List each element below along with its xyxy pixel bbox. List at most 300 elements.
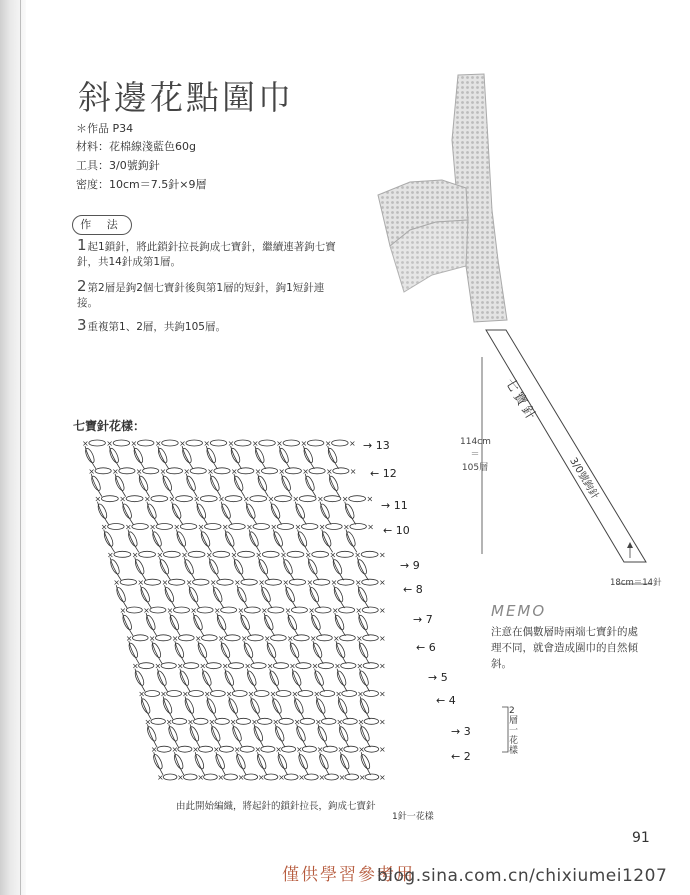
stitch-picot <box>146 503 158 520</box>
stitch-picot <box>162 698 174 715</box>
stitch-loop <box>232 691 247 697</box>
arrow-right-icon: → <box>381 499 394 512</box>
stitch-cross: × <box>171 633 179 643</box>
stitch-picot <box>133 670 145 687</box>
stitch-picot <box>318 753 330 770</box>
stitch-cross: × <box>257 773 265 782</box>
stitch-cross: × <box>254 466 262 476</box>
stitch-picot <box>156 670 168 687</box>
stitch-chain <box>165 585 176 608</box>
stitch-cross: × <box>293 717 301 727</box>
stitch-loop <box>166 468 182 474</box>
stitch-cross: × <box>208 717 216 727</box>
stitch-picot <box>336 670 348 687</box>
stitch-chain <box>261 585 272 608</box>
stitch-picot <box>114 475 126 492</box>
stitch-loop <box>300 718 314 724</box>
stitch-picot <box>223 670 235 687</box>
stitch-cross: × <box>329 550 337 560</box>
stitch-picot <box>302 447 314 464</box>
stitch-chain <box>221 502 232 525</box>
stitch-loop <box>284 774 298 780</box>
stitch-cross: × <box>247 689 255 699</box>
stitch-cross: × <box>276 439 283 448</box>
schematic-stitch-label: 七寶針 <box>501 376 540 425</box>
stitch-cross: × <box>94 494 102 504</box>
stitch-cross: × <box>317 494 324 504</box>
row-number <box>400 559 420 572</box>
stitch-picot <box>333 586 345 603</box>
pattern-label: 七寶針花樣： <box>73 419 146 433</box>
stitch-cross: × <box>358 773 366 782</box>
stitch-loop <box>108 524 124 530</box>
stitch-loop <box>318 663 333 669</box>
stitch-loop <box>151 718 165 724</box>
stitch-chain <box>308 557 319 580</box>
stitch-chain <box>116 585 127 608</box>
stitch-loop <box>323 746 337 752</box>
stitch-picot <box>274 726 286 743</box>
stitch-chain <box>258 557 269 580</box>
stitch-picot <box>316 726 328 743</box>
stitch-loop <box>228 663 243 669</box>
stitch-loop <box>294 635 310 641</box>
stitch-chain <box>246 502 257 525</box>
stitch-picot <box>127 642 139 659</box>
stitch-picot <box>219 642 231 659</box>
row-number <box>451 725 471 738</box>
row-number-label: 5 <box>440 671 448 684</box>
stitch-loop <box>145 691 160 697</box>
stitch-loop <box>261 468 277 474</box>
stitch-loop <box>173 607 189 613</box>
stitch-picot <box>254 447 266 464</box>
stitch-cross: × <box>298 773 305 782</box>
stitch-picot <box>242 642 254 659</box>
stitch-picot <box>193 753 205 770</box>
stitch-loop <box>167 691 182 697</box>
stitch-cross: × <box>334 661 341 671</box>
stitch-picot <box>152 753 164 770</box>
stitch-picot <box>256 475 268 492</box>
stitch-loop <box>238 468 254 474</box>
stitch-loop <box>184 663 199 669</box>
stitch-picot <box>233 559 245 576</box>
stitch-cross: × <box>336 717 344 727</box>
stitch-loop <box>282 746 296 752</box>
stitch-loop <box>132 635 148 641</box>
stitch-loop <box>291 607 307 613</box>
stitch-picot <box>358 670 370 687</box>
stitch-picot <box>145 614 157 631</box>
stitch-picot <box>175 531 187 548</box>
stitch-cross: × <box>183 466 191 476</box>
stitch-chain <box>176 530 187 553</box>
stitch-picot <box>151 531 163 548</box>
stitch-cross: × <box>82 439 89 448</box>
stitch-picot <box>233 475 245 492</box>
row-number-label: 2 <box>463 750 471 763</box>
stitch-picot <box>108 447 120 464</box>
stitch-picot <box>338 726 350 743</box>
stitch-cross: × <box>156 550 164 560</box>
stitch-loop <box>213 551 230 557</box>
stitch-cross: × <box>272 717 280 727</box>
stitch-cross: × <box>179 439 186 448</box>
stitch-loop <box>229 524 245 530</box>
stitch-chain <box>182 446 193 469</box>
stitch-loop <box>139 663 154 669</box>
stitch-loop <box>248 635 264 641</box>
stitch-cross: × <box>213 745 220 755</box>
step-2 <box>77 279 337 311</box>
stitch-picot <box>173 753 185 770</box>
stitch-loop <box>339 607 355 613</box>
stitch-cross: × <box>171 745 179 755</box>
stitch-loop <box>210 440 227 446</box>
stitch-loop <box>312 551 329 557</box>
stitch-picot <box>236 586 248 603</box>
stitch-cross: × <box>242 494 250 504</box>
stitch-loop <box>113 440 130 446</box>
stitch-loop <box>254 691 269 697</box>
stitch-chain <box>357 557 368 580</box>
stitch-cross: × <box>112 466 119 476</box>
stitch-loop <box>194 718 208 724</box>
stitch-loop <box>119 468 135 474</box>
stitch-loop <box>163 774 177 780</box>
stitch-loop <box>268 607 284 613</box>
stitch-picot <box>246 670 258 687</box>
stitch-picot <box>183 559 195 576</box>
stitch-cross: × <box>132 661 139 671</box>
stitch-loop <box>143 468 159 474</box>
stitch-cross: × <box>229 717 237 727</box>
stitch-loop <box>241 579 257 585</box>
stitch-picot <box>157 447 169 464</box>
start-note: 由此開始編織，將起針的鎖針拉長，鉤成七寶針 <box>176 801 376 812</box>
stitch-picot <box>293 698 305 715</box>
stitch-loop <box>364 691 379 697</box>
stitch-loop <box>162 440 179 446</box>
stitch-picot <box>331 559 343 576</box>
stitch-picot <box>276 753 288 770</box>
stitch-loop <box>163 551 180 557</box>
stitch-loop <box>302 746 316 752</box>
step-1 <box>77 238 337 270</box>
stitch-loop <box>362 607 378 613</box>
stitch-picot <box>205 447 217 464</box>
stitch-cross: × <box>230 466 238 476</box>
stitch-loop <box>364 718 378 724</box>
step-number: 2 <box>77 277 87 295</box>
direction-arrow-icon <box>627 542 633 548</box>
stitch-cross: × <box>292 494 300 504</box>
stitch-chain <box>322 530 333 553</box>
book-spine-line <box>20 0 21 895</box>
stitch-cross: × <box>315 717 322 727</box>
stitch-cross: × <box>266 661 274 671</box>
stitch-loop <box>144 579 160 585</box>
stitch-loop <box>139 551 156 557</box>
stitch-loop <box>101 496 118 502</box>
stitch-picot <box>216 614 228 631</box>
stitch-cross: × <box>255 550 263 560</box>
stitch-picot <box>121 503 133 520</box>
stitch-loop <box>261 746 275 752</box>
stitch-loop <box>236 718 250 724</box>
stitch-loop <box>224 774 238 780</box>
stitch-loop <box>365 774 379 780</box>
stitch-loop <box>258 718 272 724</box>
stitch-chain <box>358 585 369 608</box>
stitch-cross: × <box>130 439 138 448</box>
step-text: 第2層是鉤2個七寶針後與第1層的短針，鉤1短針連接。 <box>77 282 325 309</box>
stitch-loop <box>277 524 293 530</box>
stitch-picot <box>138 475 150 492</box>
stitch-loop <box>178 746 192 752</box>
stitch-cross: × <box>144 717 152 727</box>
stitch-cross: × <box>379 606 386 615</box>
stitch-loop <box>221 607 237 613</box>
arrow-right-icon: → <box>428 671 441 684</box>
stitch-cross: × <box>309 633 317 643</box>
step-number: 1 <box>77 236 87 254</box>
stitch-cross: × <box>316 745 324 755</box>
stitch-chain <box>285 585 296 608</box>
stitch-loop <box>120 579 136 585</box>
stitch-loop <box>343 718 357 724</box>
stitch-loop <box>190 468 206 474</box>
stitch-loop <box>338 579 354 585</box>
row-number-label: 7 <box>425 613 433 626</box>
stitch-cross: × <box>225 689 233 699</box>
stitch-cross: × <box>221 661 229 671</box>
stitch-chain <box>345 502 356 525</box>
step-text: 起1鎖針，將此鎖針拉長鉤成七寶針，繼續連著鉤七寶針，共14針成第1層。 <box>77 241 336 268</box>
stitch-loop <box>199 746 213 752</box>
stitch-picot <box>168 614 180 631</box>
stitch-picot <box>319 503 331 520</box>
stitch-cross: × <box>157 773 164 782</box>
stitch-picot <box>96 503 108 520</box>
stitch-loop <box>172 718 186 724</box>
stitch-cross: × <box>251 717 258 727</box>
stitch-cross: × <box>182 689 189 699</box>
stitch-picot <box>188 586 200 603</box>
stitch-picot <box>289 642 301 659</box>
row-number-label: 8 <box>415 583 423 596</box>
stitch-loop <box>320 691 335 697</box>
stitch-loop <box>176 496 193 502</box>
stitch-picot <box>315 698 327 715</box>
stitch-loop <box>326 524 342 530</box>
stitch-picot <box>359 753 371 770</box>
stitch-loop <box>289 579 305 585</box>
stitch-chain <box>234 557 245 580</box>
stitch-loop <box>349 496 366 502</box>
scarf-schematic <box>476 322 656 587</box>
stitch-chain <box>346 530 357 553</box>
stitch-picot <box>321 531 333 548</box>
stitch-cross: × <box>217 773 225 782</box>
stitch-cross: × <box>302 466 309 476</box>
stitch-picot <box>357 586 369 603</box>
stitch-cross: × <box>131 550 139 560</box>
length-rows: 105層 <box>461 463 489 473</box>
stitch-picot <box>121 614 133 631</box>
stitch-picot <box>201 670 213 687</box>
stitch-cross: × <box>367 522 374 532</box>
stitch-loop <box>301 524 317 530</box>
stitch-picot <box>345 531 357 548</box>
stitch-cross: × <box>341 494 349 504</box>
stitch-cross: × <box>324 439 332 448</box>
stitch-chain <box>172 502 183 525</box>
arrow-right-icon: → <box>363 439 376 452</box>
stitch-cross: × <box>160 689 167 699</box>
stitch-loop <box>321 718 335 724</box>
stitch-cross: × <box>251 439 259 448</box>
stitch-cross: × <box>357 717 365 727</box>
stitch-picot <box>327 447 339 464</box>
stitch-loop <box>180 524 196 530</box>
stitch-picot <box>140 698 152 715</box>
stitch-chain <box>147 502 158 525</box>
step-text: 重複第1、2層，共鉤105層。 <box>87 321 226 333</box>
stitch-picot <box>146 726 158 743</box>
stitch-loop <box>345 774 359 780</box>
row-number-label: 10 <box>395 524 410 537</box>
stitch-cross: × <box>143 606 150 615</box>
stitch-cross: × <box>207 466 214 476</box>
stitch-loop <box>210 691 225 697</box>
repeat-label: 1針一花樣 <box>392 812 434 822</box>
stitch-loop <box>285 468 301 474</box>
stitch-chain <box>225 530 236 553</box>
stitch-cross: × <box>106 439 113 448</box>
stitch-chain <box>320 502 331 525</box>
stitch-chain <box>298 530 309 553</box>
stitch-cross: × <box>270 522 278 532</box>
stitch-chain <box>283 557 294 580</box>
stitch-loop <box>363 663 378 669</box>
stitch-picot <box>271 698 283 715</box>
memo-title: MEMO <box>491 602 547 620</box>
length-cm: 114cm <box>460 437 491 447</box>
arrow-right-icon: → <box>400 559 413 572</box>
stitch-picot <box>356 559 368 576</box>
stitch-picot <box>192 614 204 631</box>
stitch-chain <box>134 446 145 469</box>
stitch-picot <box>139 586 151 603</box>
stitch-picot <box>334 614 346 631</box>
stitch-cross: × <box>338 773 346 782</box>
stitch-loop <box>89 440 106 446</box>
stitch-cross: × <box>286 633 294 643</box>
stitch-cross: × <box>263 633 271 643</box>
stitch-loop <box>309 468 325 474</box>
stitch-cross: × <box>205 550 213 560</box>
stitch-loop <box>350 524 366 530</box>
stitch-loop <box>178 635 194 641</box>
stitch-cross: × <box>185 578 193 588</box>
stitch-picot <box>270 503 282 520</box>
arrow-left-icon: ← <box>403 583 416 596</box>
stitch-picot <box>291 670 303 687</box>
stitch-cross: × <box>325 466 333 476</box>
stitch-picot <box>210 726 222 743</box>
stitch-picot <box>212 586 224 603</box>
stitch-picot <box>296 531 308 548</box>
stitch-cross: × <box>203 439 211 448</box>
stitch-cross: × <box>358 745 365 755</box>
stitch-loop <box>307 440 324 446</box>
stitch-cross: × <box>124 522 132 532</box>
stitch-loop <box>325 774 339 780</box>
row-number-label: 6 <box>428 641 436 654</box>
book-spine-shadow <box>0 0 26 895</box>
row-number-label: 12 <box>382 467 397 480</box>
stitch-cross: × <box>379 717 386 727</box>
stitch-picot <box>150 642 162 659</box>
stitch-loop <box>156 524 172 530</box>
stitch-chain <box>201 530 212 553</box>
length-dimension <box>460 436 490 475</box>
arrow-left-icon: ← <box>436 694 449 707</box>
stitch-picot <box>256 753 268 770</box>
stitch-cross: × <box>306 578 314 588</box>
stitch-loop <box>200 496 217 502</box>
stitch-chain <box>85 446 96 469</box>
stitch-cross: × <box>300 439 308 448</box>
arrow-left-icon: ← <box>416 641 429 654</box>
stitch-loop <box>244 607 260 613</box>
stitch-loop <box>161 663 176 669</box>
stitch-cross: × <box>282 578 290 588</box>
stitch-cross: × <box>187 717 194 727</box>
stitch-cross: × <box>254 745 262 755</box>
stitch-cross: × <box>113 578 120 588</box>
stitch-loop <box>188 551 205 557</box>
stitch-loop <box>251 663 266 669</box>
stitch-picot <box>209 475 221 492</box>
stitch-loop <box>168 579 184 585</box>
row-number-label: 3 <box>463 725 471 738</box>
stitch-cross: × <box>244 661 251 671</box>
stitch-loop <box>259 440 276 446</box>
stitch-cross: × <box>308 606 315 615</box>
stitch-loop <box>214 468 230 474</box>
stitch-picot <box>272 531 284 548</box>
stitch-picot <box>208 559 220 576</box>
stitch-loop <box>276 691 291 697</box>
stitch-picot <box>185 475 197 492</box>
stitch-chain <box>135 557 146 580</box>
stitch-cross: × <box>289 661 296 671</box>
blog-url: blog.sina.com.cn/chixiumei1207 <box>377 866 668 886</box>
stitch-loop <box>341 663 356 669</box>
stitch-cross: × <box>278 773 285 782</box>
stitch-loop <box>225 496 242 502</box>
stitch-chain <box>209 557 220 580</box>
stitch-cross: × <box>173 522 181 532</box>
watermark-text: 僅供學習參考用 <box>282 865 415 885</box>
scarf-photo <box>370 70 540 325</box>
stitch-cross: × <box>233 745 241 755</box>
stitch-chain <box>328 446 339 469</box>
stitch-loop <box>244 774 258 780</box>
